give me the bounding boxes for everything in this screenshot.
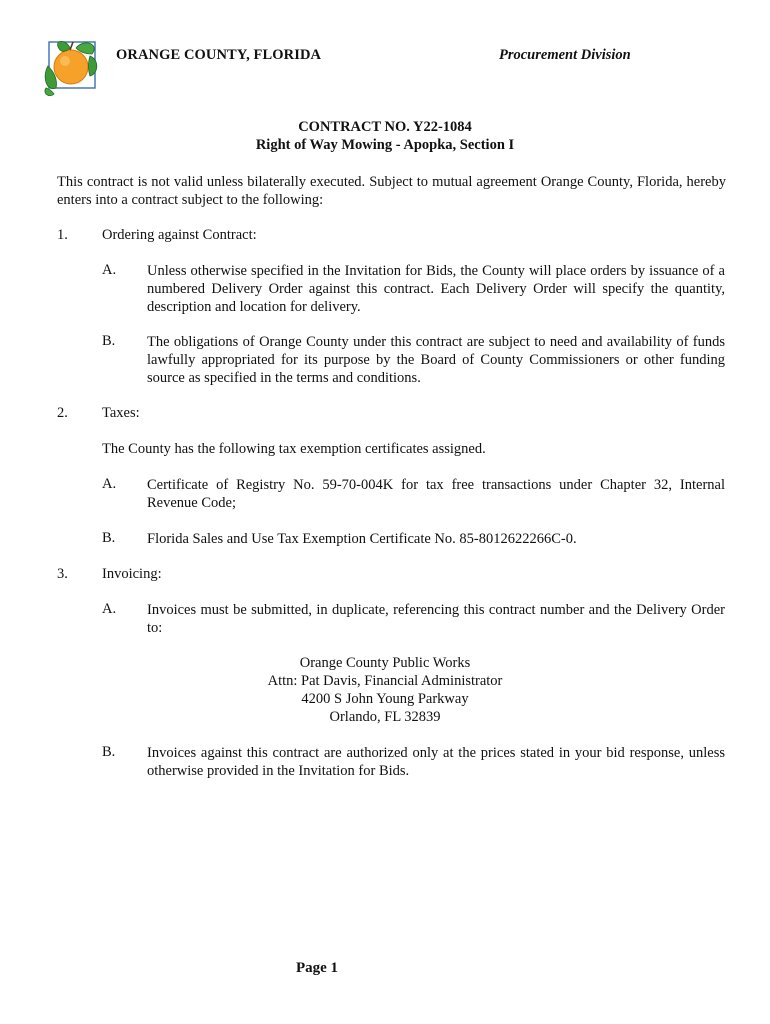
item-letter: B. [102,744,116,760]
section-number: 3. [57,566,68,582]
item-text: Certificate of Registry No. 59-70-004K for tax free transactions under Chapter 32, Internal Revenue Code; [147,477,725,511]
item-text: Unless otherwise specified in the Invitation for Bids, the County will place orders by issuance of a numbered Delivery Order against this contract. Each Delivery Order will specify the quantity, description and location for delivery. [147,263,725,315]
address-line: Attn: Pat Davis, Financial Administrator [267,673,503,689]
section-lead-text: The County has the following tax exemption certificates assigned. [102,441,486,457]
intro-paragraph: This contract is not valid unless bilaterally executed. Subject to mutual agreement Orange County, Florida, hereby enters into a contract subject to the following: [57,174,726,208]
organization-name: ORANGE COUNTY, FLORIDA [116,47,322,63]
contract-subtitle: Right of Way Mowing - Apopka, Section I [255,137,515,153]
section-heading: Ordering against Contract: [102,227,257,243]
address-line: Orange County Public Works [299,655,471,671]
contract-number-title: CONTRACT NO. Y22-1084 [298,119,472,135]
address-block [147,654,623,726]
section-number: 2. [57,405,68,421]
orange-fruit-logo-icon [40,36,104,98]
item-text: The obligations of Orange County under this contract are subject to need and availability of funds lawfully appropriated for its purpose by the Board of County Commissioners or other funding source as specified in the terms and conditions. [147,334,725,386]
page-number: Page 1 [295,960,339,976]
section-number: 1. [57,227,68,243]
item-letter: A. [102,601,117,617]
section-heading: Taxes: [102,405,140,421]
item-text: Invoices against this contract are authorized only at the prices stated in your bid response, unless otherwise provided in the Invitation for Bids. [147,745,725,779]
division-name: Procurement Division [499,47,631,63]
item-letter: B. [102,530,116,546]
item-text: Florida Sales and Use Tax Exemption Certificate No. 85-8012622266C-0. [147,531,577,547]
item-text: Invoices must be submitted, in duplicate, referencing this contract number and the Delivery Order to: [147,602,725,636]
item-letter: A. [102,476,117,492]
section-heading: Invoicing: [102,566,162,582]
item-letter: A. [102,262,117,278]
address-line: 4200 S John Young Parkway [301,691,469,707]
address-line: Orlando, FL 32839 [329,709,441,725]
item-letter: B. [102,333,116,349]
